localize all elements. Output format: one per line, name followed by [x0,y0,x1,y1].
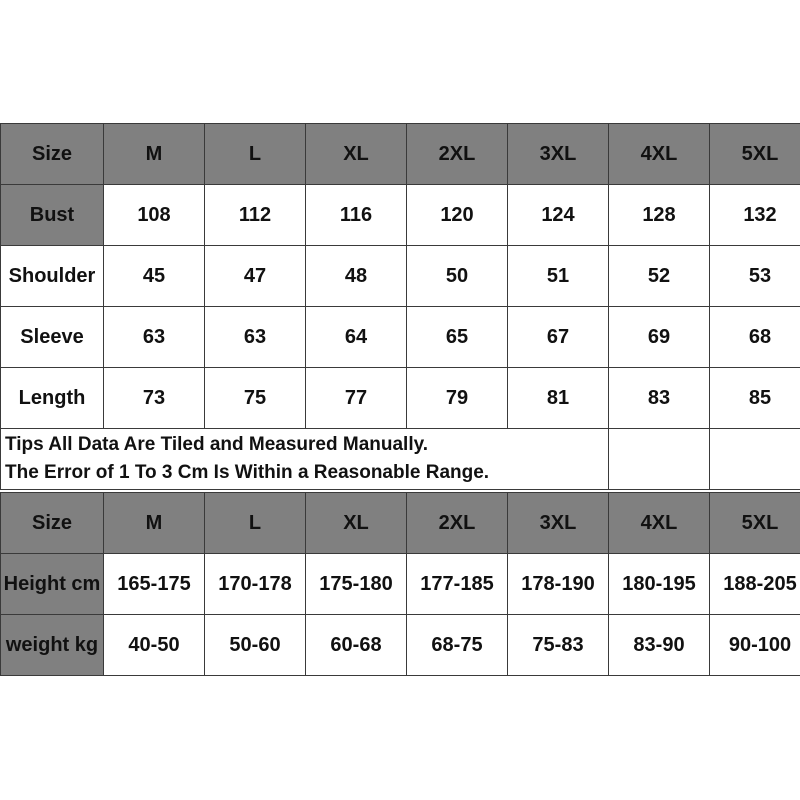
size-header-cell: 3XL [508,124,609,185]
table-cell: 64 [306,307,407,368]
table-cell: 188-205 [710,554,800,615]
tips-note [1,429,609,490]
table-cell: 48 [306,246,407,307]
size-header-label: Size [1,493,104,554]
table-cell: 63 [205,307,306,368]
table-cell: 75 [205,368,306,429]
table-cell: 90-100 [710,615,800,676]
table-cell: 165-175 [104,554,205,615]
size-header-cell: L [205,493,306,554]
bust-row [1,185,800,246]
size-header-cell: XL [306,124,407,185]
size-header-cell: 4XL [609,493,710,554]
height-row [1,554,800,615]
row-label: Length [1,368,104,429]
length-row [1,368,800,429]
size-header-cell: 4XL [609,124,710,185]
size-header-cell: 2XL [407,124,508,185]
table-cell: 124 [508,185,609,246]
size-header-cell: L [205,124,306,185]
table-cell: 53 [710,246,800,307]
table-cell: 85 [710,368,800,429]
table-cell: 50 [407,246,508,307]
table-cell: 47 [205,246,306,307]
size-header-cell: 5XL [710,493,800,554]
table-cell: 178-190 [508,554,609,615]
table-cell: 50-60 [205,615,306,676]
table-cell: 67 [508,307,609,368]
size-header-label: Size [1,124,104,185]
table-cell: 69 [609,307,710,368]
size-header-cell: 2XL [407,493,508,554]
table-cell: 83-90 [609,615,710,676]
size-header-cell: M [104,493,205,554]
table-cell: 79 [407,368,508,429]
row-label: Shoulder [1,246,104,307]
weight-row [1,615,800,676]
table-cell: 112 [205,185,306,246]
table-cell: 60-68 [306,615,407,676]
table-cell: 81 [508,368,609,429]
sleeve-row [1,307,800,368]
table-cell: 175-180 [306,554,407,615]
row-label: Height cm [1,554,104,615]
size-header-cell: 3XL [508,493,609,554]
measurement-table [0,123,800,490]
table-cell: 77 [306,368,407,429]
table-cell: 68 [710,307,800,368]
table-cell: 52 [609,246,710,307]
table-cell: 108 [104,185,205,246]
size-header-row [1,124,800,185]
table-cell: 177-185 [407,554,508,615]
table-cell: 68-75 [407,615,508,676]
table-cell: 73 [104,368,205,429]
table-cell: 132 [710,185,800,246]
table-cell: 83 [609,368,710,429]
table-cell: 180-195 [609,554,710,615]
size-header-cell: 5XL [710,124,800,185]
shoulder-row [1,246,800,307]
table-cell: 65 [407,307,508,368]
row-label: weight kg [1,615,104,676]
table-cell: 45 [104,246,205,307]
tips-row [1,429,800,490]
empty-cell [710,429,800,490]
fit-table [0,492,800,676]
tips-line-1: Tips All Data Are Tiled and Measured Manually. [5,434,429,455]
row-label: Sleeve [1,307,104,368]
size-header-cell: XL [306,493,407,554]
table-cell: 75-83 [508,615,609,676]
size-header-cell: M [104,124,205,185]
table-cell: 120 [407,185,508,246]
table-cell: 128 [609,185,710,246]
table-cell: 40-50 [104,615,205,676]
table-cell: 116 [306,185,407,246]
table-cell: 51 [508,246,609,307]
empty-cell [609,429,710,490]
fit-size-header-row [1,493,800,554]
tips-line-2: The Error of 1 To 3 Cm Is Within a Reasonable Range. [5,462,490,483]
row-label: Bust [1,185,104,246]
table-cell: 63 [104,307,205,368]
table-cell: 170-178 [205,554,306,615]
